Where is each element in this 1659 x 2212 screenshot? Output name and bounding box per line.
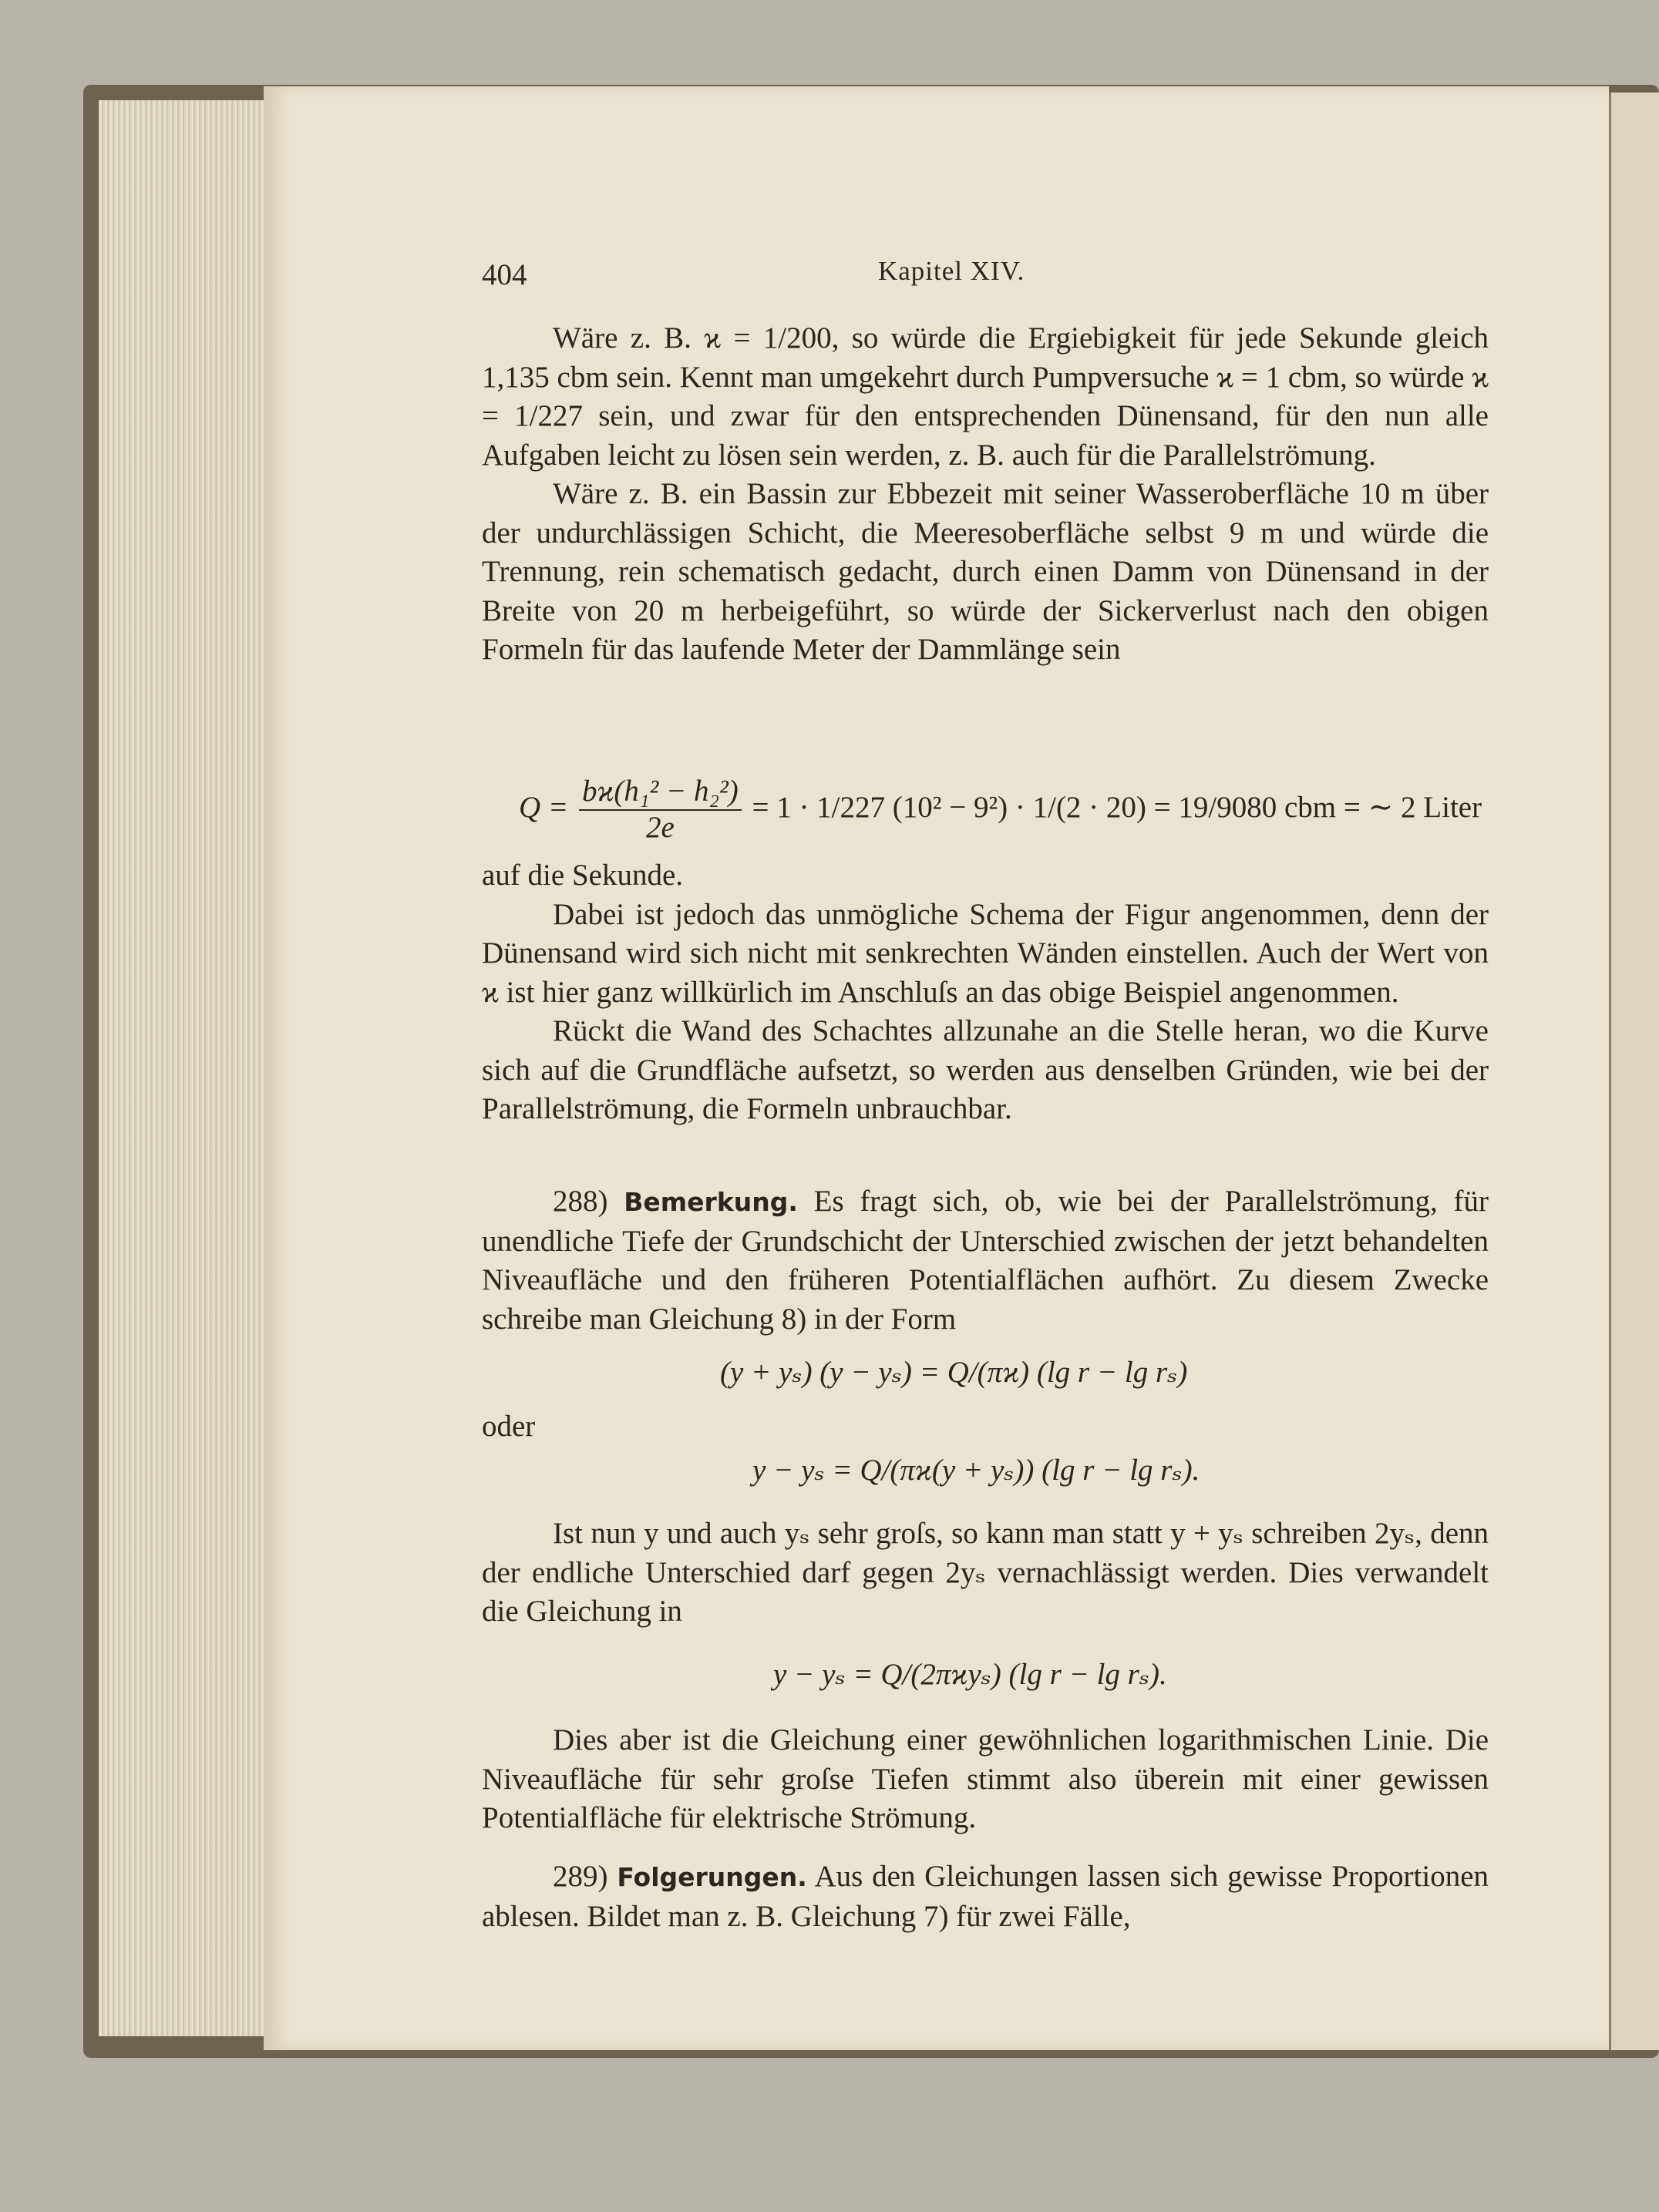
paragraph: Dies aber ist die Gleichung einer gewöhnlichen logarithmischen Linie. Die Niveaufläche für sehr groſse Tiefen stimmt also überein mit einer gewissen Potentialfläche für elektrische Strömung.: [482, 1723, 1489, 1834]
paragraph: Wäre z. B. ϰ = 1/200, so würde die Ergiebigkeit für jede Sekunde gleich 1,135 cbm sein. Kennt man umgekehrt durch Pumpversuche ϰ = 1 cbm, so würde ϰ = 1/227 sein, und zwar für den entsprechenden Dünensand, für den nun alle Aufgaben leicht zu lösen sein werden, z. B. auch für die Parallelströmung.: [482, 321, 1489, 472]
section-288: [482, 1182, 1489, 1339]
fraction: $\frac{\text{bϰ(h₁² − h₂²)}}{2e}$: [579, 775, 742, 845]
page-edges: [99, 100, 264, 2036]
paragraph: 289) Folgerungen. Aus den Gleichungen lassen sich gewisse Proportionen ablesen. Bildet man z. B. Gleichung 7) für zwei Fälle,: [482, 1860, 1489, 1933]
section-heading: Bemerkung.: [624, 1187, 798, 1217]
section-289: [482, 1857, 1489, 1936]
text-block-2: [482, 856, 1489, 1129]
paragraph: 288) Bemerkung. Es fragt sich, ob, wie bei der Parallelströmung, für unendliche Tiefe der Grundschicht der Unterschied zwischen der jetzt behandelten Niveaufläche und den früheren Potentialflächen aufhört. Zu diesem Zwecke schreibe man Gleichung 8) in der Form: [482, 1185, 1489, 1336]
equation-2: (y + yₛ) (y − yₛ) = Q/(πϰ) (lg r − lg rₛ): [720, 1356, 1188, 1389]
equation-4: y − yₛ = Q/(2πϰyₛ) (lg r − lg rₛ).: [773, 1658, 1167, 1691]
paragraph: Wäre z. B. ein Bassin zur Ebbezeit mit seiner Wasseroberfläche 10 m über der undurchlässigen Schicht, die Meeresoberfläche selbst 9 m und würde die Trennung, rein schematisch gedacht, durch einen Damm von Dünensand in der Breite von 20 m herbeigeführt, so würde der Sickerverlust nach den obigen Formeln für das laufende Meter der Dammlänge sein: [482, 477, 1489, 666]
page-number: 404: [482, 258, 527, 291]
paragraph: auf die Sekunde.: [482, 859, 684, 892]
text-block-3: [482, 1514, 1489, 1632]
adjacent-page-edge: [1609, 92, 1659, 2050]
paragraph: Dabei ist jedoch das unmögliche Schema der Figur angenommen, denn der Dünensand wird sich nicht mit senkrechten Wänden einstellen. Auch der Wert von ϰ ist hier ganz willkürlich im Anschluſs an das obige Beispiel angenommen.: [482, 897, 1489, 1009]
text-block-1: [482, 319, 1489, 670]
equation-3: y − yₛ = Q/(πϰ(y + yₛ)) (lg r − lg rₛ).: [752, 1454, 1200, 1487]
chapter-title: Kapitel XIV.: [878, 256, 1025, 286]
paragraph: Ist nun y und auch yₛ sehr groſs, so kann man statt y + yₛ schreiben 2yₛ, denn der endliche Unterschied darf gegen 2yₛ vernachlässigt werden. Dies verwandelt die Gleichung in: [482, 1517, 1489, 1628]
equation-1: Q = $\frac{\text{bϰ(h₁² − h₂²)}}{2e}$ = 1 · 1/227 (10² − 9²) · 1/(2 · 20) = 19/9080 cbm = ∼ 2 Liter: [519, 775, 1482, 844]
section-number: 288): [553, 1185, 608, 1218]
paragraph: Rückt die Wand des Schachtes allzunahe an die Stelle heran, wo die Kurve sich auf die Grundfläche aufsetzt, so werden aus denselben Gründen, wie bei der Parallelströmung, die Formeln unbrauchbar.: [482, 1014, 1489, 1125]
section-number: 289): [553, 1860, 608, 1893]
page-header: [482, 248, 1489, 291]
section-heading: Folgerungen.: [617, 1862, 807, 1892]
text-block-4: [482, 1721, 1489, 1838]
word-oder: oder: [482, 1410, 536, 1443]
